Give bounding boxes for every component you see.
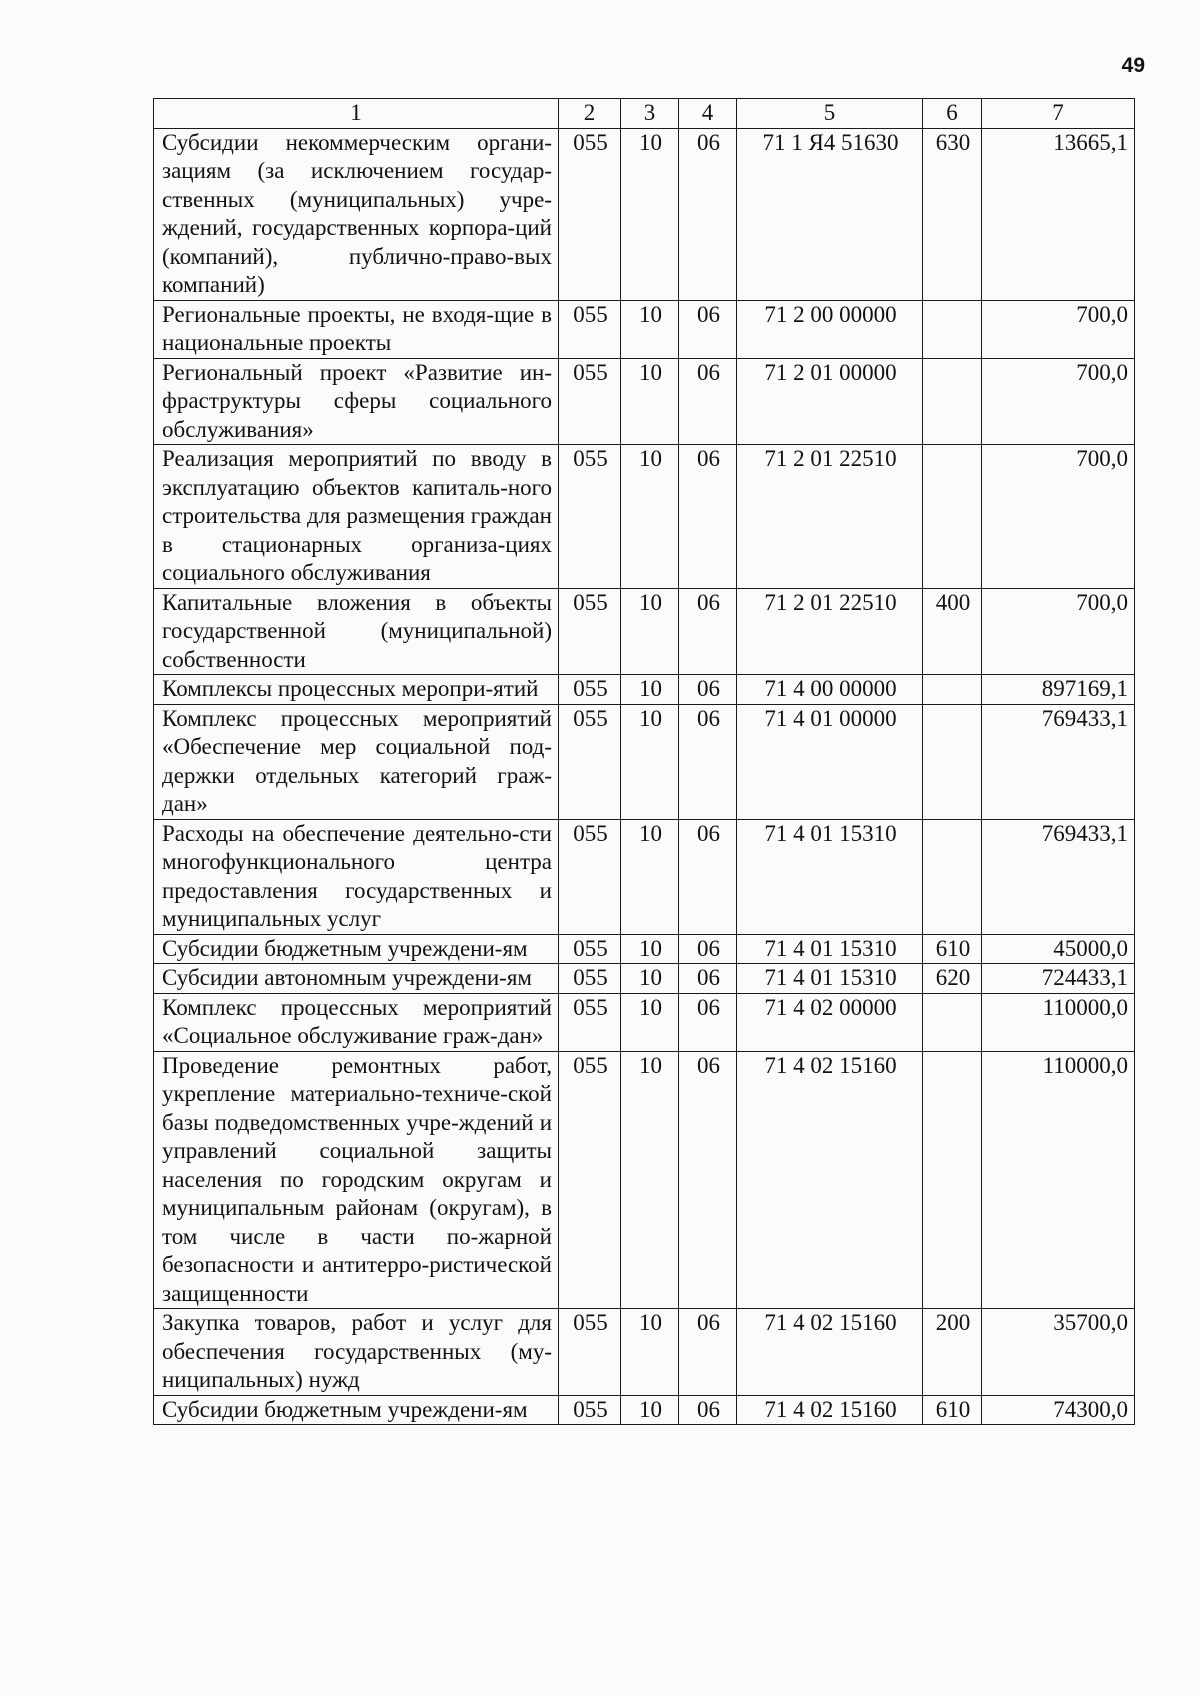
cell-col-4: 06 xyxy=(679,1309,737,1396)
cell-col-6 xyxy=(923,704,982,819)
cell-col-5: 71 4 01 00000 xyxy=(737,704,923,819)
row-name-cell: Закупка товаров, работ и услуг для обеспечения государственных (му-ниципальных) нужд xyxy=(154,1309,559,1396)
cell-col-2: 055 xyxy=(559,445,621,589)
cell-col-6 xyxy=(923,300,982,358)
row-name-cell: Субсидии автономным учреждени-ям xyxy=(154,964,559,994)
row-name-cell: Комплексы процессных меропри-ятий xyxy=(154,675,559,705)
table-row xyxy=(154,300,1135,358)
cell-col-2: 055 xyxy=(559,300,621,358)
cell-col-3: 10 xyxy=(621,704,679,819)
row-name-cell: Региональные проекты, не входя-щие в национальные проекты xyxy=(154,300,559,358)
cell-col-6: 200 xyxy=(923,1309,982,1396)
cell-col-2: 055 xyxy=(559,819,621,934)
cell-col-5: 71 4 01 15310 xyxy=(737,934,923,964)
cell-col-4: 06 xyxy=(679,1395,737,1425)
table-row xyxy=(154,993,1135,1051)
cell-col-7-amount: 769433,1 xyxy=(982,704,1135,819)
cell-col-6 xyxy=(923,675,982,705)
cell-col-7-amount: 110000,0 xyxy=(982,1051,1135,1309)
header-cell: 5 xyxy=(737,99,923,129)
cell-col-3: 10 xyxy=(621,128,679,300)
cell-col-2: 055 xyxy=(559,588,621,675)
cell-col-4: 06 xyxy=(679,128,737,300)
cell-col-7-amount: 110000,0 xyxy=(982,993,1135,1051)
cell-col-2: 055 xyxy=(559,993,621,1051)
row-name-cell: Расходы на обеспечение деятельно-сти многофункционального центра предоставления государственных и муниципальных услуг xyxy=(154,819,559,934)
table-row xyxy=(154,934,1135,964)
cell-col-5: 71 2 01 22510 xyxy=(737,445,923,589)
cell-col-4: 06 xyxy=(679,675,737,705)
row-name-cell: Комплекс процессных мероприятий «Социальное обслуживание граж-дан» xyxy=(154,993,559,1051)
cell-col-7-amount: 769433,1 xyxy=(982,819,1135,934)
cell-col-4: 06 xyxy=(679,588,737,675)
row-name-cell: Проведение ремонтных работ, укрепление материально-техниче-ской базы подведомственных учре-ждений и управлений социальной защиты населения по городским округам и муниципальным районам (округам), в том числе в части по-жарной безопасности и антитерро-ристической защищенности xyxy=(154,1051,559,1309)
cell-col-6: 630 xyxy=(923,128,982,300)
cell-col-2: 055 xyxy=(559,1051,621,1309)
cell-col-4: 06 xyxy=(679,1051,737,1309)
header-cell: 4 xyxy=(679,99,737,129)
cell-col-5: 71 4 01 15310 xyxy=(737,819,923,934)
cell-col-4: 06 xyxy=(679,964,737,994)
row-name-cell: Реализация мероприятий по вводу в эксплуатацию объектов капиталь-ного строительства для размещения граждан в стационарных организа-циях социального обслуживания xyxy=(154,445,559,589)
table-row xyxy=(154,128,1135,300)
cell-col-4: 06 xyxy=(679,934,737,964)
row-name-cell: Субсидии бюджетным учреждени-ям xyxy=(154,934,559,964)
cell-col-5: 71 4 02 15160 xyxy=(737,1051,923,1309)
header-row xyxy=(154,99,1135,129)
cell-col-3: 10 xyxy=(621,358,679,445)
cell-col-6 xyxy=(923,819,982,934)
table-row xyxy=(154,588,1135,675)
cell-col-7-amount: 700,0 xyxy=(982,358,1135,445)
cell-col-3: 10 xyxy=(621,300,679,358)
cell-col-5: 71 2 01 00000 xyxy=(737,358,923,445)
cell-col-4: 06 xyxy=(679,358,737,445)
cell-col-3: 10 xyxy=(621,1309,679,1396)
cell-col-7-amount: 45000,0 xyxy=(982,934,1135,964)
page-number: 49 xyxy=(1121,54,1145,77)
cell-col-6: 610 xyxy=(923,934,982,964)
cell-col-3: 10 xyxy=(621,1051,679,1309)
table-row xyxy=(154,1395,1135,1425)
cell-col-3: 10 xyxy=(621,588,679,675)
cell-col-3: 10 xyxy=(621,819,679,934)
cell-col-4: 06 xyxy=(679,445,737,589)
cell-col-6 xyxy=(923,993,982,1051)
cell-col-2: 055 xyxy=(559,704,621,819)
cell-col-6: 400 xyxy=(923,588,982,675)
cell-col-6: 610 xyxy=(923,1395,982,1425)
cell-col-2: 055 xyxy=(559,1309,621,1396)
row-name-cell: Субсидии бюджетным учреждени-ям xyxy=(154,1395,559,1425)
cell-col-2: 055 xyxy=(559,675,621,705)
cell-col-4: 06 xyxy=(679,819,737,934)
table-row xyxy=(154,1051,1135,1309)
cell-col-7-amount: 74300,0 xyxy=(982,1395,1135,1425)
table-row xyxy=(154,445,1135,589)
table-row xyxy=(154,675,1135,705)
row-name-cell: Региональный проект «Развитие ин-фраструктуры сферы социального обслуживания» xyxy=(154,358,559,445)
header-cell: 2 xyxy=(559,99,621,129)
header-cell: 6 xyxy=(923,99,982,129)
table-row xyxy=(154,1309,1135,1396)
cell-col-7-amount: 700,0 xyxy=(982,588,1135,675)
cell-col-6: 620 xyxy=(923,964,982,994)
cell-col-2: 055 xyxy=(559,1395,621,1425)
cell-col-4: 06 xyxy=(679,300,737,358)
row-name-cell: Субсидии некоммерческим органи-зациям (за исключением государ-ственных (муниципальных) учре-ждений, государственных корпора-ций (компаний), публично-право-вых компаний) xyxy=(154,128,559,300)
header-cell: 1 xyxy=(154,99,559,129)
cell-col-6 xyxy=(923,445,982,589)
row-name-cell: Капитальные вложения в объекты государственной (муниципальной) собственности xyxy=(154,588,559,675)
cell-col-3: 10 xyxy=(621,964,679,994)
cell-col-4: 06 xyxy=(679,993,737,1051)
cell-col-3: 10 xyxy=(621,993,679,1051)
header-cell: 7 xyxy=(982,99,1135,129)
cell-col-5: 71 4 02 15160 xyxy=(737,1309,923,1396)
cell-col-7-amount: 700,0 xyxy=(982,445,1135,589)
cell-col-6 xyxy=(923,1051,982,1309)
cell-col-6 xyxy=(923,358,982,445)
cell-col-4: 06 xyxy=(679,704,737,819)
header-cell: 3 xyxy=(621,99,679,129)
cell-col-2: 055 xyxy=(559,128,621,300)
cell-col-5: 71 2 01 22510 xyxy=(737,588,923,675)
cell-col-3: 10 xyxy=(621,675,679,705)
budget-table xyxy=(153,98,1135,1425)
cell-col-7-amount: 724433,1 xyxy=(982,964,1135,994)
row-name-cell: Комплекс процессных мероприятий «Обеспечение мер социальной под-держки отдельных категорий граж-дан» xyxy=(154,704,559,819)
cell-col-5: 71 2 00 00000 xyxy=(737,300,923,358)
table-row xyxy=(154,358,1135,445)
cell-col-7-amount: 897169,1 xyxy=(982,675,1135,705)
table-row xyxy=(154,704,1135,819)
cell-col-2: 055 xyxy=(559,934,621,964)
cell-col-5: 71 4 02 15160 xyxy=(737,1395,923,1425)
table-row xyxy=(154,819,1135,934)
cell-col-7-amount: 13665,1 xyxy=(982,128,1135,300)
cell-col-7-amount: 35700,0 xyxy=(982,1309,1135,1396)
cell-col-3: 10 xyxy=(621,445,679,589)
table-row xyxy=(154,964,1135,994)
cell-col-5: 71 1 Я4 51630 xyxy=(737,128,923,300)
cell-col-3: 10 xyxy=(621,1395,679,1425)
cell-col-5: 71 4 02 00000 xyxy=(737,993,923,1051)
cell-col-5: 71 4 00 00000 xyxy=(737,675,923,705)
cell-col-2: 055 xyxy=(559,358,621,445)
cell-col-2: 055 xyxy=(559,964,621,994)
cell-col-7-amount: 700,0 xyxy=(982,300,1135,358)
cell-col-3: 10 xyxy=(621,934,679,964)
cell-col-5: 71 4 01 15310 xyxy=(737,964,923,994)
